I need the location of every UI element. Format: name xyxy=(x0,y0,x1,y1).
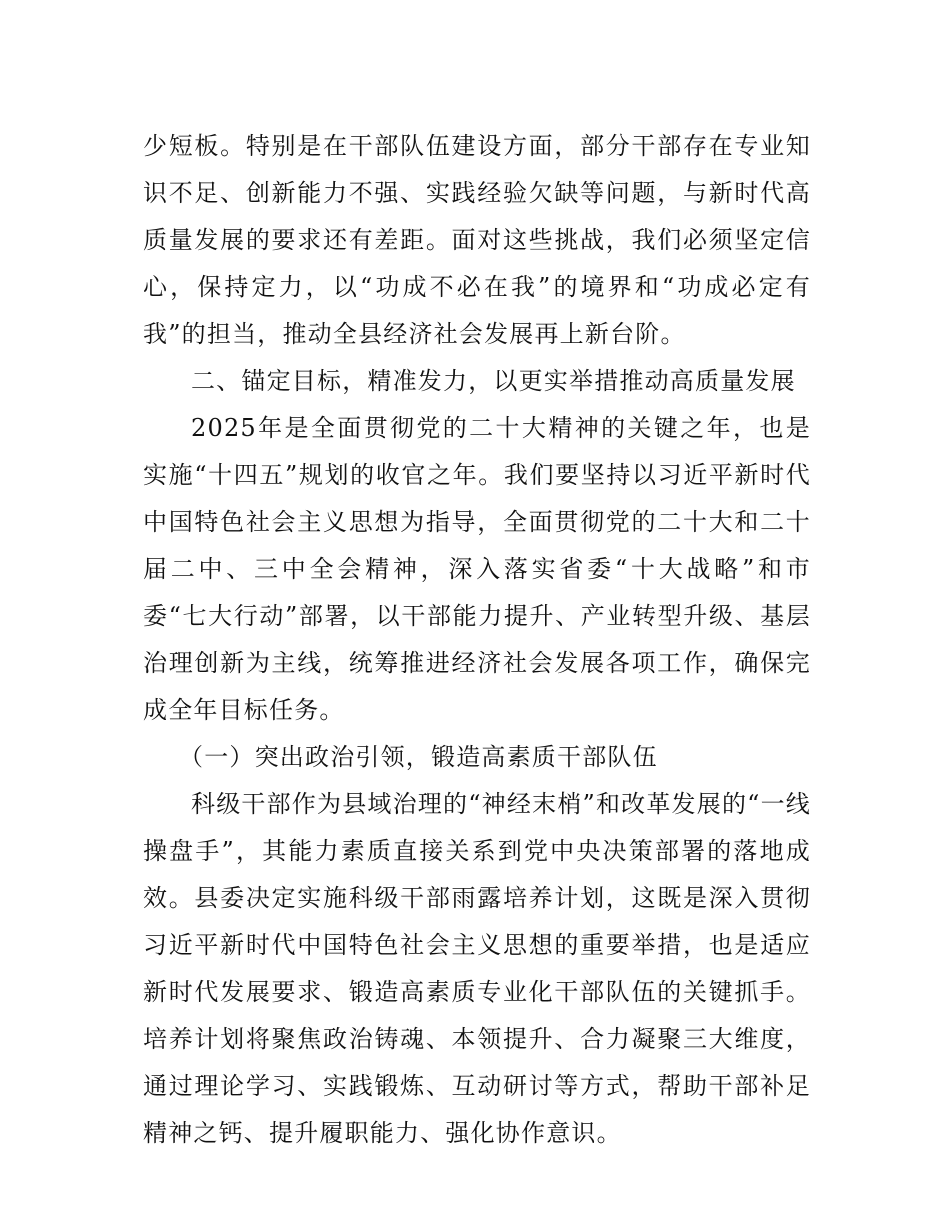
subsection-paragraph: 科级干部作为县域治理的“神经末梢”和改革发展的“一线操盘手”，其能力素质直接关系到党中央决策部署的落地成效。县委决定实施科级干部雨露培养计划，这既是深入贯彻习近平新时代中国特色社会主义思想的重要举措，也是适应新时代发展要求、锻造高素质专业化干部队伍的关键抓手。培养计划将聚焦政治铸魂、本领提升、合力凝聚三大维度，通过理论学习、实践锻炼、互动研讨等方式，帮助干部补足精神之钙、提升履职能力、强化协作意识。 xyxy=(143,790,812,1147)
subsection-heading: （一）突出政治引领，锻造高素质干部队伍 xyxy=(179,743,658,771)
section-paragraph: 2025年是全面贯彻党的二十大精神的关键之年，也是实施“十四五”规划的收官之年。我们要坚持以习近平新时代中国特色社会主义思想为指导，全面贯彻党的二十大和二十届二中、三中全会精神，深入落实省委“十大战略”和市委“七大行动”部署，以干部能力提升、产业转型升级、基层治理创新为主线，统筹推进经济社会发展各项工作，确保完成全年目标任务。 xyxy=(143,414,811,724)
paragraph-continuation: 少短板。特别是在干部队伍建设方面，部分干部存在专业知识不足、创新能力不强、实践经验欠缺等问题，与新时代高质量发展的要求还有差距。面对这些挑战，我们必须坚定信心，保持定力，以“功成不必在我”的境界和“功成必定有我”的担当，推动全县经济社会发展再上新台阶。 xyxy=(143,132,811,348)
document-page xyxy=(143,123,811,1157)
section-heading: 二、锚定目标，精准发力，以更实举措推动高质量发展 xyxy=(191,367,796,395)
